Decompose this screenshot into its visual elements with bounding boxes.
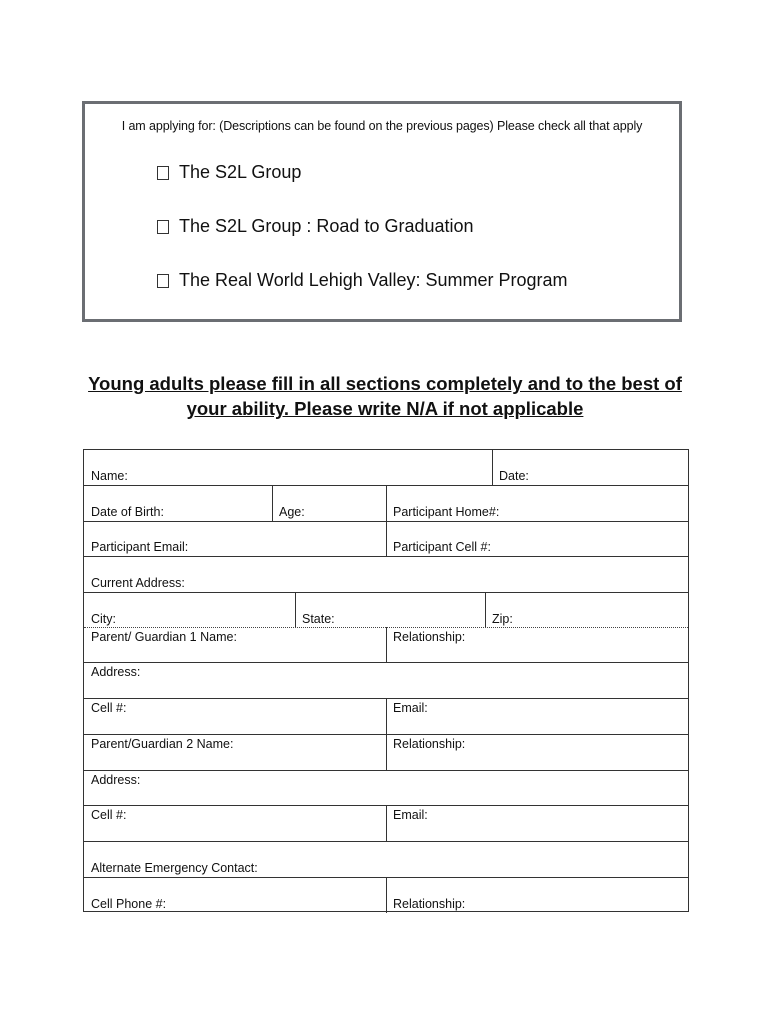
- dob-field[interactable]: Date of Birth:: [91, 505, 164, 519]
- guardian2-cell-field[interactable]: Cell #:: [91, 808, 127, 822]
- option-label: The Real World Lehigh Valley: Summer Program: [179, 270, 568, 290]
- column-divider: [386, 627, 387, 662]
- column-divider: [386, 485, 387, 556]
- instructions-line-1: Young adults please fill in all sections completely and to the best of: [88, 373, 682, 394]
- option-road-to-graduation[interactable]: [157, 216, 474, 237]
- column-divider: [386, 877, 387, 913]
- guardian1-name-field[interactable]: Parent/ Guardian 1 Name:: [91, 630, 237, 644]
- alt-relationship-field[interactable]: Relationship:: [393, 897, 466, 911]
- participant-form: [83, 449, 689, 912]
- column-divider: [492, 450, 493, 485]
- guardian2-relationship-field[interactable]: Relationship:: [393, 737, 466, 751]
- program-selection-box: [82, 101, 682, 322]
- guardian1-relationship-field[interactable]: Relationship:: [393, 630, 466, 644]
- row-divider: [84, 770, 688, 771]
- guardian1-address-field[interactable]: Address:: [91, 665, 141, 679]
- name-field[interactable]: Name:: [91, 469, 128, 483]
- option-label: The S2L Group: [179, 162, 302, 182]
- state-field[interactable]: State:: [302, 612, 335, 626]
- guardian2-email-field[interactable]: Email:: [393, 808, 428, 822]
- row-divider: [84, 556, 688, 557]
- option-summer-program[interactable]: [157, 270, 568, 291]
- row-divider: [84, 662, 688, 663]
- column-divider: [386, 805, 387, 841]
- cell-field[interactable]: Participant Cell #:: [393, 540, 491, 554]
- row-divider: [84, 841, 688, 842]
- checkbox-icon[interactable]: [157, 166, 169, 180]
- checkbox-icon[interactable]: [157, 220, 169, 234]
- age-field[interactable]: Age:: [279, 505, 305, 519]
- guardian1-email-field[interactable]: Email:: [393, 701, 428, 715]
- instructions-line-2: your ability. Please write N/A if not applicable: [186, 398, 584, 419]
- guardian1-cell-field[interactable]: Cell #:: [91, 701, 127, 715]
- column-divider: [386, 698, 387, 770]
- guardian2-address-field[interactable]: Address:: [91, 773, 141, 787]
- option-label: The S2L Group : Road to Graduation: [179, 216, 474, 236]
- row-divider: [84, 592, 688, 593]
- date-field[interactable]: Date:: [499, 469, 529, 483]
- city-field[interactable]: City:: [91, 612, 116, 626]
- email-field[interactable]: Participant Email:: [91, 540, 189, 554]
- column-divider: [272, 485, 273, 521]
- alt-cell-field[interactable]: Cell Phone #:: [91, 897, 167, 911]
- alt-contact-field[interactable]: Alternate Emergency Contact:: [91, 861, 258, 875]
- option-s2l-group[interactable]: [157, 162, 301, 183]
- program-selection-intro: I am applying for: (Descriptions can be found on the previous pages) Please check all that apply: [121, 119, 643, 133]
- zip-field[interactable]: Zip:: [492, 612, 513, 626]
- checkbox-icon[interactable]: [157, 274, 169, 288]
- guardian2-name-field[interactable]: Parent/Guardian 2 Name:: [91, 737, 234, 751]
- home-phone-field[interactable]: Participant Home#:: [393, 505, 500, 519]
- address-field[interactable]: Current Address:: [91, 576, 185, 590]
- column-divider: [295, 592, 296, 627]
- column-divider: [485, 592, 486, 627]
- form-instructions: [60, 371, 710, 421]
